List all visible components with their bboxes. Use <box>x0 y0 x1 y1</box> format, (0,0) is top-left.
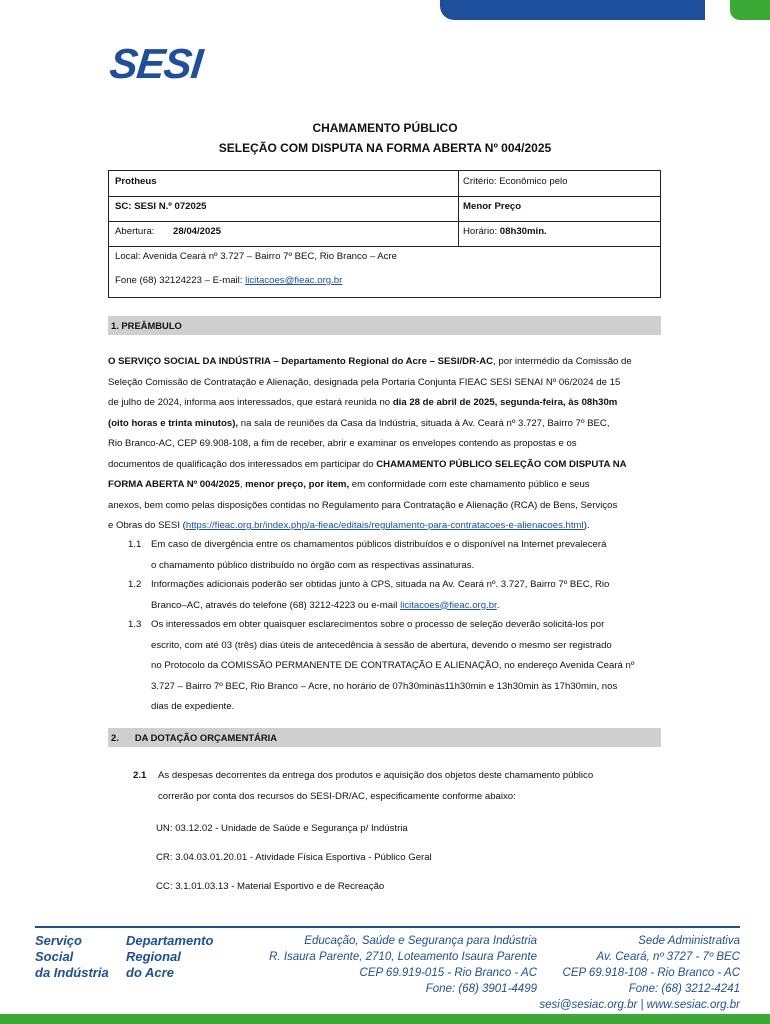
footer-org <box>35 933 109 981</box>
item-line: Informações adicionais poderão ser obtidas junto à CPS, situada na Av. Ceará nº. 3.727, Bairro 7º BEC, Rio <box>151 579 610 590</box>
footer-line: Fone: (68) 3212-4241 <box>628 983 740 995</box>
item-1-3 <box>151 615 661 718</box>
item-1-2 <box>151 575 661 616</box>
chamamento-name: CHAMAMENTO PÚBLICO SELEÇÃO COM DISPUTA NA <box>376 458 627 470</box>
session-date: dia 28 de abril de 2025, segunda-feira, às 08h30m <box>392 397 618 408</box>
item-1-1-number: 1.1 <box>128 539 142 550</box>
criterion: menor preço, por item, <box>245 479 350 490</box>
phone-text: Fone (68) 32124223 – E-mail: <box>115 275 246 286</box>
document-subtitle: SELEÇÃO COM DISPUTA NA FORMA ABERTA Nº 004/2025 <box>218 141 552 155</box>
footer-line: Educação, Saúde e Segurança para Indústria <box>304 935 537 947</box>
preambulo-line: Seleção Comissão de Contratação e Alienação, designada pela Portaria Conjunta FIEAC SESI SENAI Nº 06/2024 de 15 <box>108 376 621 388</box>
chamamento-number: FORMA ABERTA Nº 004/2025 <box>108 479 240 490</box>
section-title: DA DOTAÇÃO ORÇAMENTÁRIA <box>134 732 278 743</box>
item-line <box>151 596 661 617</box>
document-title: CHAMAMENTO PÚBLICO <box>312 121 458 135</box>
footer-line: Departamento <box>126 933 214 948</box>
budget-cc: CC: 3.1.01.03.13 - Material Esportivo e de Recreação <box>156 881 385 892</box>
sc-number: SC: SESI N.º 072025 <box>115 201 207 212</box>
regulamento-link[interactable]: https://fieac.org.br/index.php/a-fieac/editais/regulamento-para-contratacoes-e-alienacoes.html <box>185 520 584 531</box>
item-line: escrito, com até 03 (três) dias úteis de antecedência à sessão de abertura, devendo o mesmo ser registrado <box>151 639 612 651</box>
local-address: Local: Avenida Ceará nº 3.727 – Bairro 7º BEC, Rio Branco – Acre <box>115 251 398 262</box>
footer-address-2 <box>540 933 740 997</box>
horario-label: Horário: <box>463 226 500 237</box>
footer-line: Social <box>35 949 74 964</box>
footer-line: R. Isaura Parente, 2710, Loteamento Isaura Parente <box>269 951 537 963</box>
protheus-label: Protheus <box>115 176 157 187</box>
section-preambulo-header: 1. PREÂMBULO <box>108 316 661 335</box>
preambulo-line <box>108 455 661 476</box>
preambulo-line: Rio Branco-AC, CEP 69.908-108, a fim de receber, abrir e examinar os envelopes contendo as propostas e os <box>108 438 577 449</box>
text: de julho de 2024, informa aos interessados, que estará reunida no <box>108 397 393 408</box>
footer-line: do Acre <box>126 965 174 980</box>
abertura-date: 28/04/2025 <box>173 226 222 237</box>
preambulo-line <box>108 475 661 496</box>
header-blue-bar <box>440 0 705 20</box>
sesi-logo: SESI <box>107 40 205 87</box>
text: na sala de reuniões da Casa da Indústria, situada à Av. Ceará nº 3.727, Bairro 7º BEC, <box>238 417 610 429</box>
menor-preco: Menor Preço <box>463 201 522 212</box>
budget-un: UN: 03.12.02 - Unidade de Saúde e Segurança p/ Indústria <box>156 823 408 834</box>
preambulo-line <box>108 393 661 414</box>
text: em conformidade com este chamamento público e seus <box>349 479 590 490</box>
footer-address-1 <box>250 933 537 997</box>
footer-line: Regional <box>126 949 181 964</box>
text: e Obras do SESI ( <box>108 520 186 531</box>
footer-green-bar <box>0 1014 770 1024</box>
item-line: correrão por conta dos recursos do SESI-DR/AC, especificamente conforme abaixo: <box>158 790 516 802</box>
preambulo-line <box>108 352 661 373</box>
preambulo-line <box>108 414 661 435</box>
footer-department <box>126 933 213 981</box>
abertura-label: Abertura: <box>115 226 155 237</box>
item-1-2-number: 1.2 <box>128 579 142 590</box>
preambulo-line: anexos, bem como pelas disposições contidas no Regulamento para Contratação e Alienação (RCA) de Bens, Serviços <box>108 499 618 511</box>
header-green-bar <box>730 0 770 20</box>
item-1-3-number: 1.3 <box>128 619 142 630</box>
text: Branco–AC, através do telefone (68) 3212-4223 ou e-mail <box>151 599 401 611</box>
item-line: Em caso de divergência entre os chamamentos públicos distribuídos e o disponível na Internet prevalecerá <box>151 539 607 550</box>
preambulo-paragraph <box>108 352 661 537</box>
footer-web: sesi@sesiac.org.br | www.sesiac.org.br <box>539 999 740 1011</box>
footer-divider <box>35 926 740 928</box>
item-line: 3.727 – Bairro 7º BEC, Rio Branco – Acre, no horário de 07h30minàs11h30min e 13h30min às 17h30min, nos <box>151 680 618 692</box>
item-2-1-number: 2.1 <box>133 770 147 781</box>
horario-value: 08h30min. <box>499 226 547 237</box>
footer-line: Fone: (68) 3901-4499 <box>425 983 537 995</box>
footer-line: da Indústria <box>35 965 109 980</box>
footer-line: Serviço <box>35 933 82 948</box>
item-line: o chamamento público distribuído no órgão com as respectivas assinaturas. <box>151 559 475 571</box>
org-name: O SERVIÇO SOCIAL DA INDÚSTRIA – Departamento Regional do Acre – SESI/DR-AC <box>108 356 494 367</box>
item-line: Os interessados em obter quaisquer esclarecimentos sobre o processo de seleção deverão solicitá-los por <box>151 619 605 630</box>
section-dotacao-header <box>108 728 661 747</box>
text: , <box>239 479 246 490</box>
horario-field <box>463 226 547 237</box>
item-2-1 <box>158 766 661 807</box>
email-link[interactable]: licitacoes@fieac.org.br <box>245 275 343 286</box>
text: documentos de qualificação dos interessados em participar do <box>108 458 377 470</box>
footer-line: Av. Ceará, nº 3727 - 7º BEC <box>596 951 740 963</box>
criterio-label: Critério: Econômico pelo <box>463 176 568 187</box>
item-line: dias de expediente. <box>151 701 235 712</box>
text: . <box>496 599 500 611</box>
email-link[interactable]: licitacoes@fieac.org.br <box>400 599 497 611</box>
footer-line: CEP 69.918-108 - Rio Branco - AC <box>562 967 740 979</box>
text: ). <box>583 520 590 531</box>
session-time: (oito horas e trinta minutos), <box>108 417 239 429</box>
text: , por intermédio da Comissão de <box>493 356 632 367</box>
footer-line: CEP 69.919-015 - Rio Branco - AC <box>359 967 537 979</box>
footer-line: Sede Administrativa <box>638 935 740 947</box>
item-line: no Protocolo da COMISSÃO PERMANENTE DE CONTRATAÇÃO E ALIENAÇÃO, no endereço Avenida Ceará nº <box>151 660 635 671</box>
section-number: 2. <box>111 732 119 743</box>
contact-line <box>115 275 342 286</box>
info-table <box>108 170 661 298</box>
item-line: As despesas decorrentes da entrega dos produtos e aquisição dos objetos deste chamamento público <box>158 770 594 781</box>
budget-cr: CR: 3.04.03.01.20.01 - Atividade Física Esportiva - Público Geral <box>156 852 432 863</box>
item-1-1 <box>151 535 661 576</box>
preambulo-line <box>108 516 661 537</box>
